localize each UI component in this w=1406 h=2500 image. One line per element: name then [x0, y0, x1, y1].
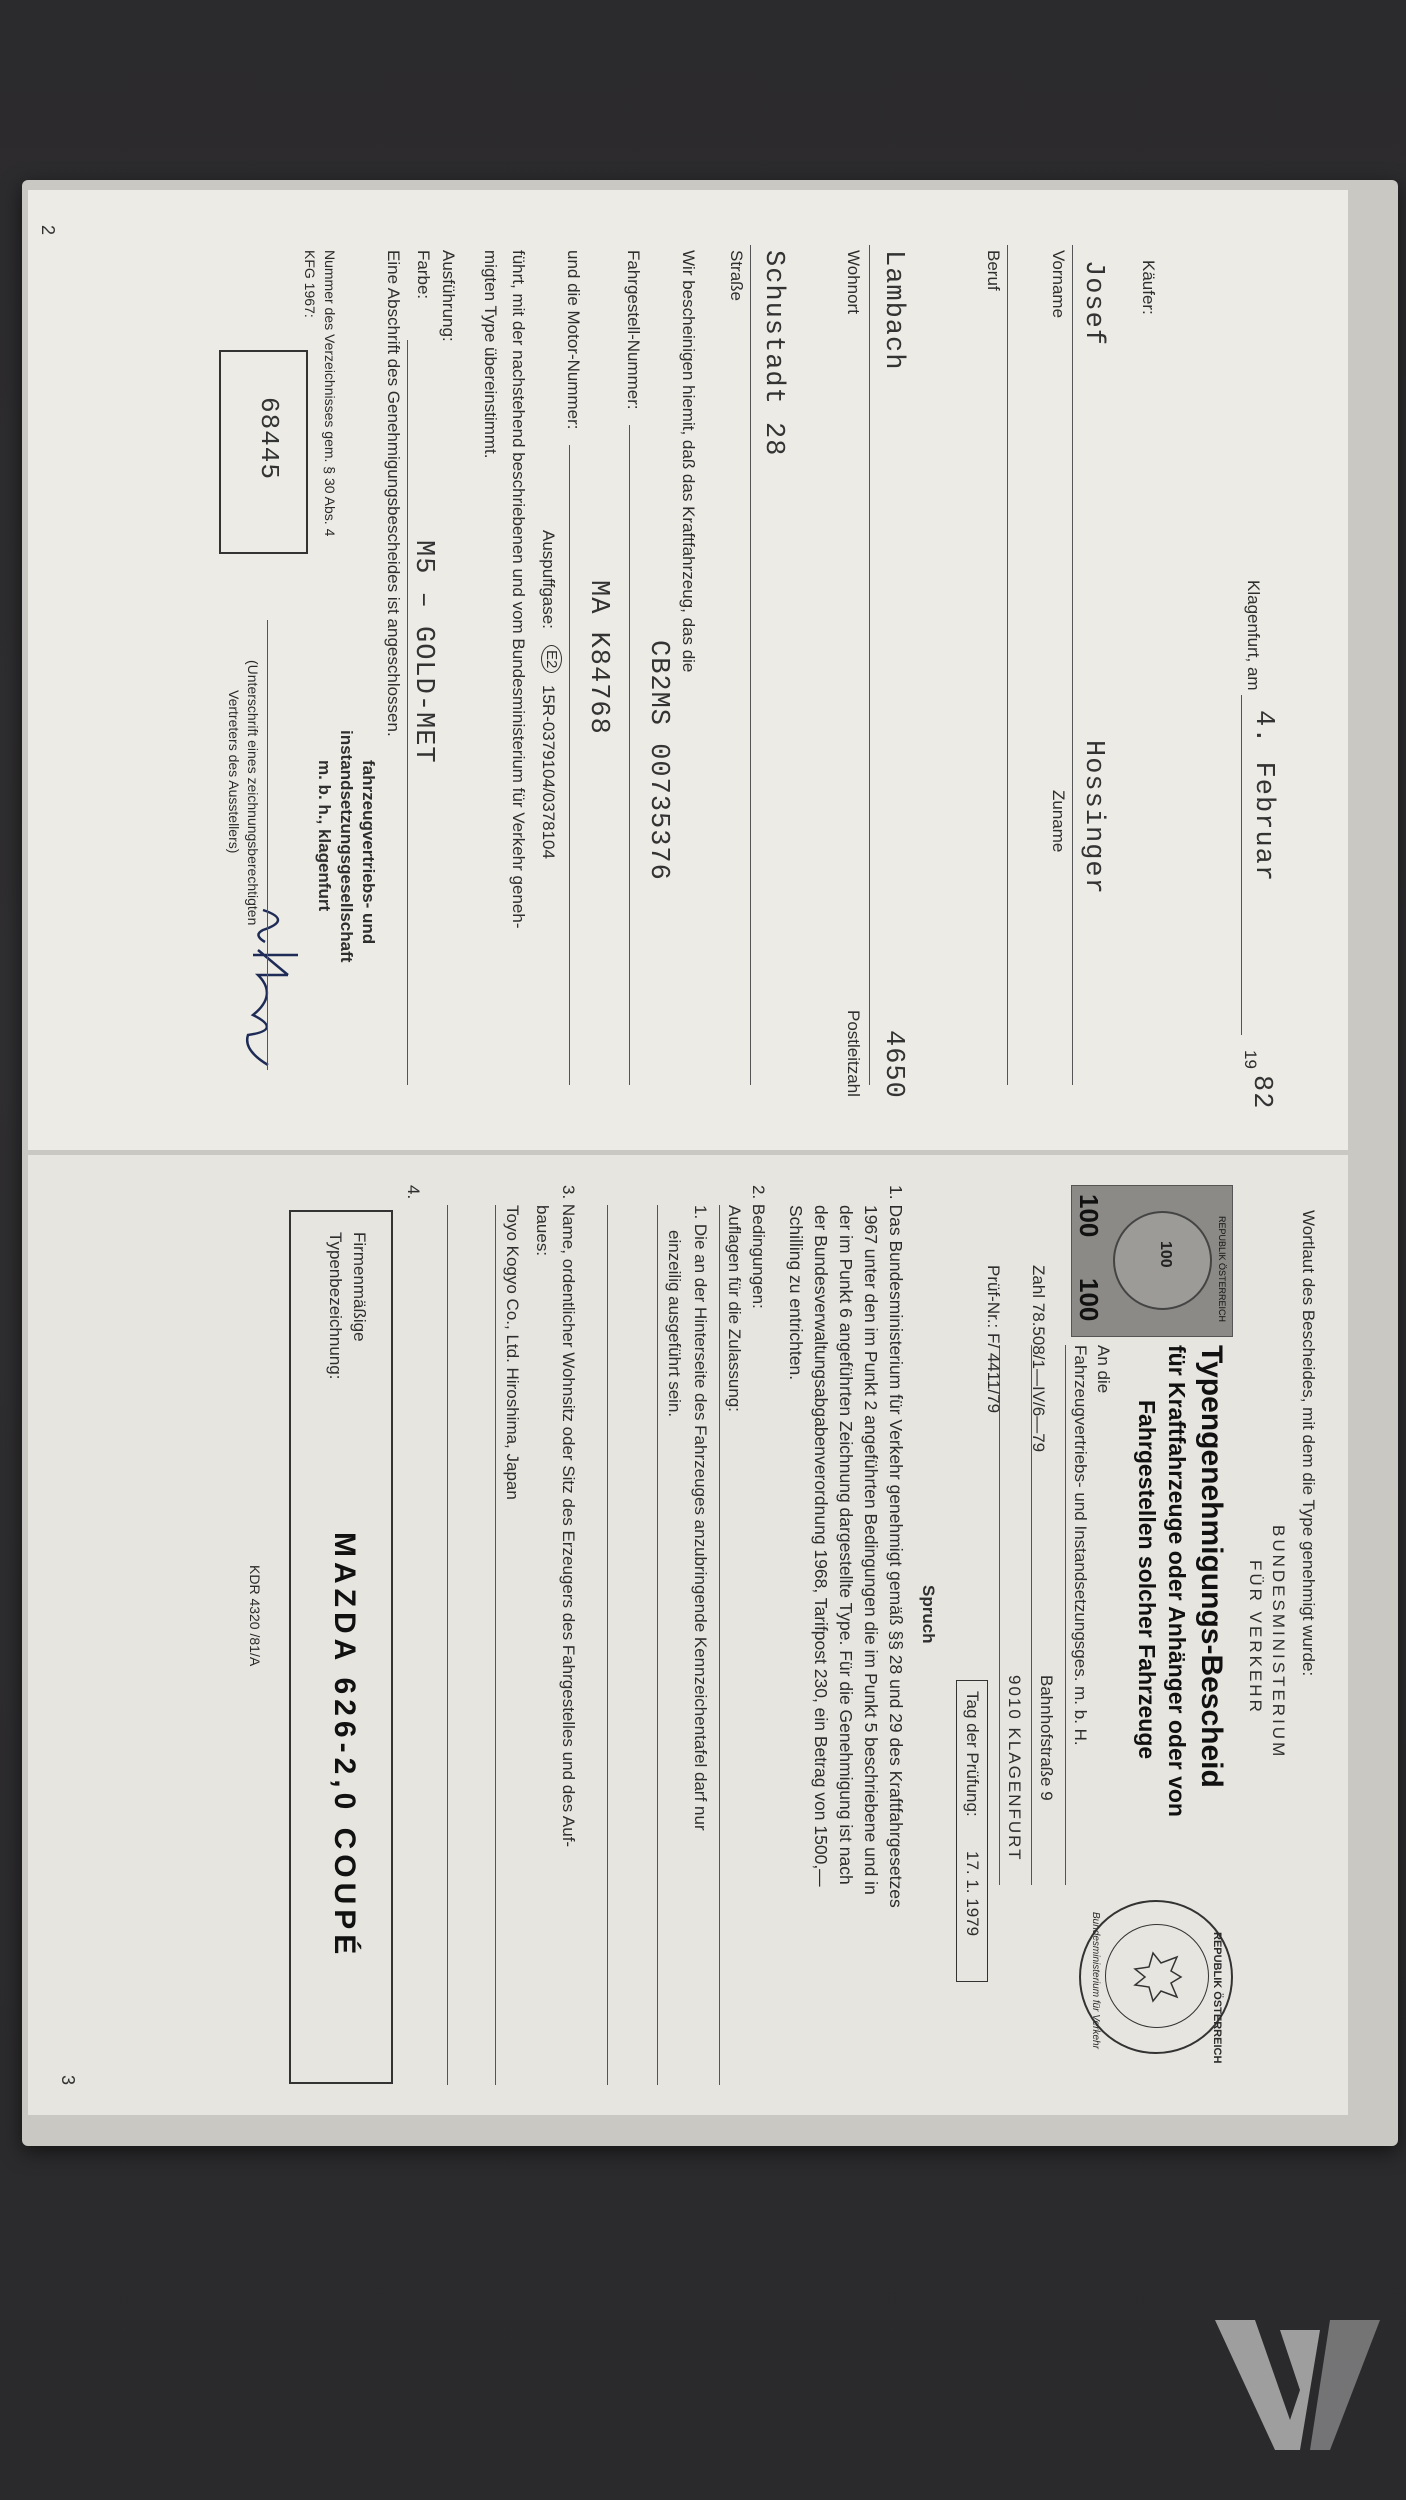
test-date-box	[956, 1680, 988, 1982]
paragraph-1-line: der im Punkt 6 angeführten Zeichnung dargestellte Type. Für die Genehmigung ist nach	[836, 1205, 856, 1885]
document-subtitle-2: Fahrgestellen solcher Fahrzeuge	[1134, 1400, 1160, 1760]
pruef-nr: Prüf-Nr.: F/ 4411/79	[984, 1265, 1003, 1414]
year-value: 82	[1246, 1075, 1276, 1110]
stamp-value-left: 100	[1074, 1194, 1104, 1238]
paragraph-1	[783, 1185, 908, 1908]
paragraph-1-line: 1967 unter den im Punkt 2 angeführten Bedingungen die im Punkt 5 beschriebene und in	[861, 1205, 881, 1895]
test-date-value: 17. 1. 1979	[963, 1851, 982, 1937]
type-value: MAZDA 626-2,0 COUPÉ	[328, 1532, 361, 1960]
chassis-label: Fahrgestell-Nummer:	[624, 250, 643, 410]
register-number-box	[219, 350, 308, 554]
revenue-stamp	[1071, 1185, 1233, 1337]
stamp-text: REPUBLIK ÖSTERREICH	[1217, 1216, 1227, 1323]
watermark-logo-icon	[1210, 2310, 1390, 2460]
intro-text: Wortlaut des Bescheides, mit dem die Type genehmigt wurde:	[1299, 1210, 1318, 1677]
attachment-text: Eine Abschrift des Genehmigungsbescheides ist angeschlossen.	[384, 250, 403, 737]
date-value: 4. Februar	[1248, 710, 1278, 883]
seal-text-2: Bundesministerium für Verkehr	[1090, 1912, 1101, 2049]
eagle-icon	[1129, 1947, 1189, 2007]
paragraph-2-item-1: 1. Die an der Hinterseite des Fahrzeuges anzubringende Kennzeichentafel darf nur	[691, 1205, 710, 1831]
page-left	[28, 190, 1348, 1150]
signature	[238, 900, 318, 1100]
street-label: Straße	[727, 250, 746, 302]
approval-line-2: migten Type übereinstimmt.	[481, 250, 500, 459]
approval-line-1: führt, mit der nachstehend beschriebenen und vom Bundesministerium für Verkehr geneh-	[509, 250, 528, 929]
certify-text: Wir bescheinigen hiemit, daß das Kraftfahrzeug, das die	[679, 250, 698, 673]
to-label: An die	[1094, 1345, 1113, 1394]
stamp-value-inner: 100	[1157, 1241, 1174, 1268]
register-number: 68445	[254, 397, 284, 481]
place-date-label: Klagenfurt, am	[1244, 580, 1263, 691]
official-seal	[1079, 1900, 1233, 2064]
version-label: Ausführung:	[439, 250, 458, 342]
zahl: Zahl 78.508/1—IV/6—79	[1029, 1265, 1048, 1453]
paragraph-2-item-2: einzeilig ausgeführt sein.	[665, 1230, 684, 1418]
paragraph-2-sub: Auflagen für die Zulassung:	[725, 1205, 744, 1412]
seal-text-1: REPUBLIK ÖSTERREICH	[1211, 1932, 1223, 2064]
buyer-label: Käufer:	[1139, 260, 1158, 315]
exhaust-label: Auspuffgase:	[539, 530, 558, 629]
company-line-2: instandsetzungsgesellschaft	[337, 730, 356, 963]
postal-code-label: Postleitzahl	[844, 1010, 863, 1097]
paragraph-2-title: 2. Bedingungen:	[749, 1185, 768, 1309]
page-number-left: 2	[38, 225, 58, 236]
paragraph-1-line: Schilling zu entrichten.	[786, 1205, 806, 1381]
profession-label: Beruf	[984, 250, 1003, 291]
recipient-street: Bahnhofstraße 9	[1037, 1675, 1056, 1801]
last-name-value: Hossinger	[1078, 740, 1108, 895]
engine-number: MA K84768	[583, 580, 613, 735]
stamp-value-right: 100	[1074, 1278, 1104, 1322]
first-name-label: Vorname	[1049, 250, 1068, 319]
ministry-line-2: FÜR VERKEHR	[1246, 1560, 1265, 1715]
document-title: Typengenehmigungs-Bescheid	[1195, 1345, 1228, 1788]
ministry-line-1: BUNDESMINISTERIUM	[1269, 1525, 1288, 1760]
exhaust-number: 15R-0379104/0378104	[539, 685, 558, 859]
postal-code-value: 4650	[878, 1030, 908, 1099]
year-prefix: 19	[1241, 1050, 1260, 1069]
brand-label: Firmenmäßige	[350, 1232, 369, 1342]
company-line-1: fahrzeugvertriebs- und	[359, 760, 378, 945]
document-subtitle-1: für Kraftfahrzeuge oder Anhänger oder von	[1164, 1345, 1190, 1817]
register-line-1: Nummer des Verzeichnisses gem. § 30 Abs. 4	[322, 250, 338, 537]
test-date-label: Tag der Prüfung:	[963, 1691, 982, 1817]
street-value: Schustadt 28	[758, 250, 788, 457]
page-right	[28, 1155, 1348, 2115]
spruch-title: Spruch	[919, 1585, 938, 1644]
exhaust-mark: E2	[541, 645, 562, 673]
signature-caption-2: Vertreters des Ausstellers)	[226, 690, 242, 854]
paragraph-3-line-1: 3. Name, ordentlicher Wohnsitz oder Sitz des Erzeugers des Fahrgestelles und des Auf-	[559, 1185, 578, 1848]
page-number-right: 3	[58, 2075, 78, 2086]
first-name-value: Josef	[1078, 260, 1108, 347]
chassis-number: CB2MS 00735376	[643, 640, 673, 881]
paragraph-1-line: der Bundesverwaltungsabgabenverordnung 1968, Tarifpost 230, ein Betrag von 1500,—	[811, 1205, 831, 1887]
residence-label: Wohnort	[844, 250, 863, 314]
form-code: KDR 4320 /81/A	[247, 1565, 263, 1667]
company-line-3: m. b. h., klagenfurt	[315, 760, 334, 912]
last-name-label: Zuname	[1049, 790, 1068, 853]
engine-label: und die Motor-Nummer:	[564, 250, 583, 430]
register-line-2: KFG 1967:	[302, 250, 318, 318]
type-designation-box	[289, 1210, 393, 2084]
recipient: Fahrzeugvertriebs- und Instandsetzungsges. m. b. H.	[1071, 1345, 1090, 1746]
type-label: Typenbezeichnung:	[326, 1232, 345, 1380]
color-value: M5 – GOLD-MET	[408, 540, 438, 764]
manufacturer: Toyo Kogyo Co., Ltd. Hiroshima, Japan	[503, 1205, 522, 1500]
signature-caption-1: (Unterschrift eines zeichnungsberechtigten	[245, 660, 261, 926]
paragraph-1-line: 1. Das Bundesministerium für Verkehr genehmigt gemäß §§ 28 und 29 des Kraftfahrgesetzes	[886, 1185, 906, 1908]
paragraph-3-line-2: baues:	[533, 1205, 552, 1257]
paragraph-4-label: 4.	[404, 1185, 423, 1200]
color-label: Farbe:	[414, 250, 433, 300]
residence-value: Lambach	[878, 250, 908, 371]
recipient-city: 9010 KLAGENFURT	[1005, 1675, 1024, 1862]
